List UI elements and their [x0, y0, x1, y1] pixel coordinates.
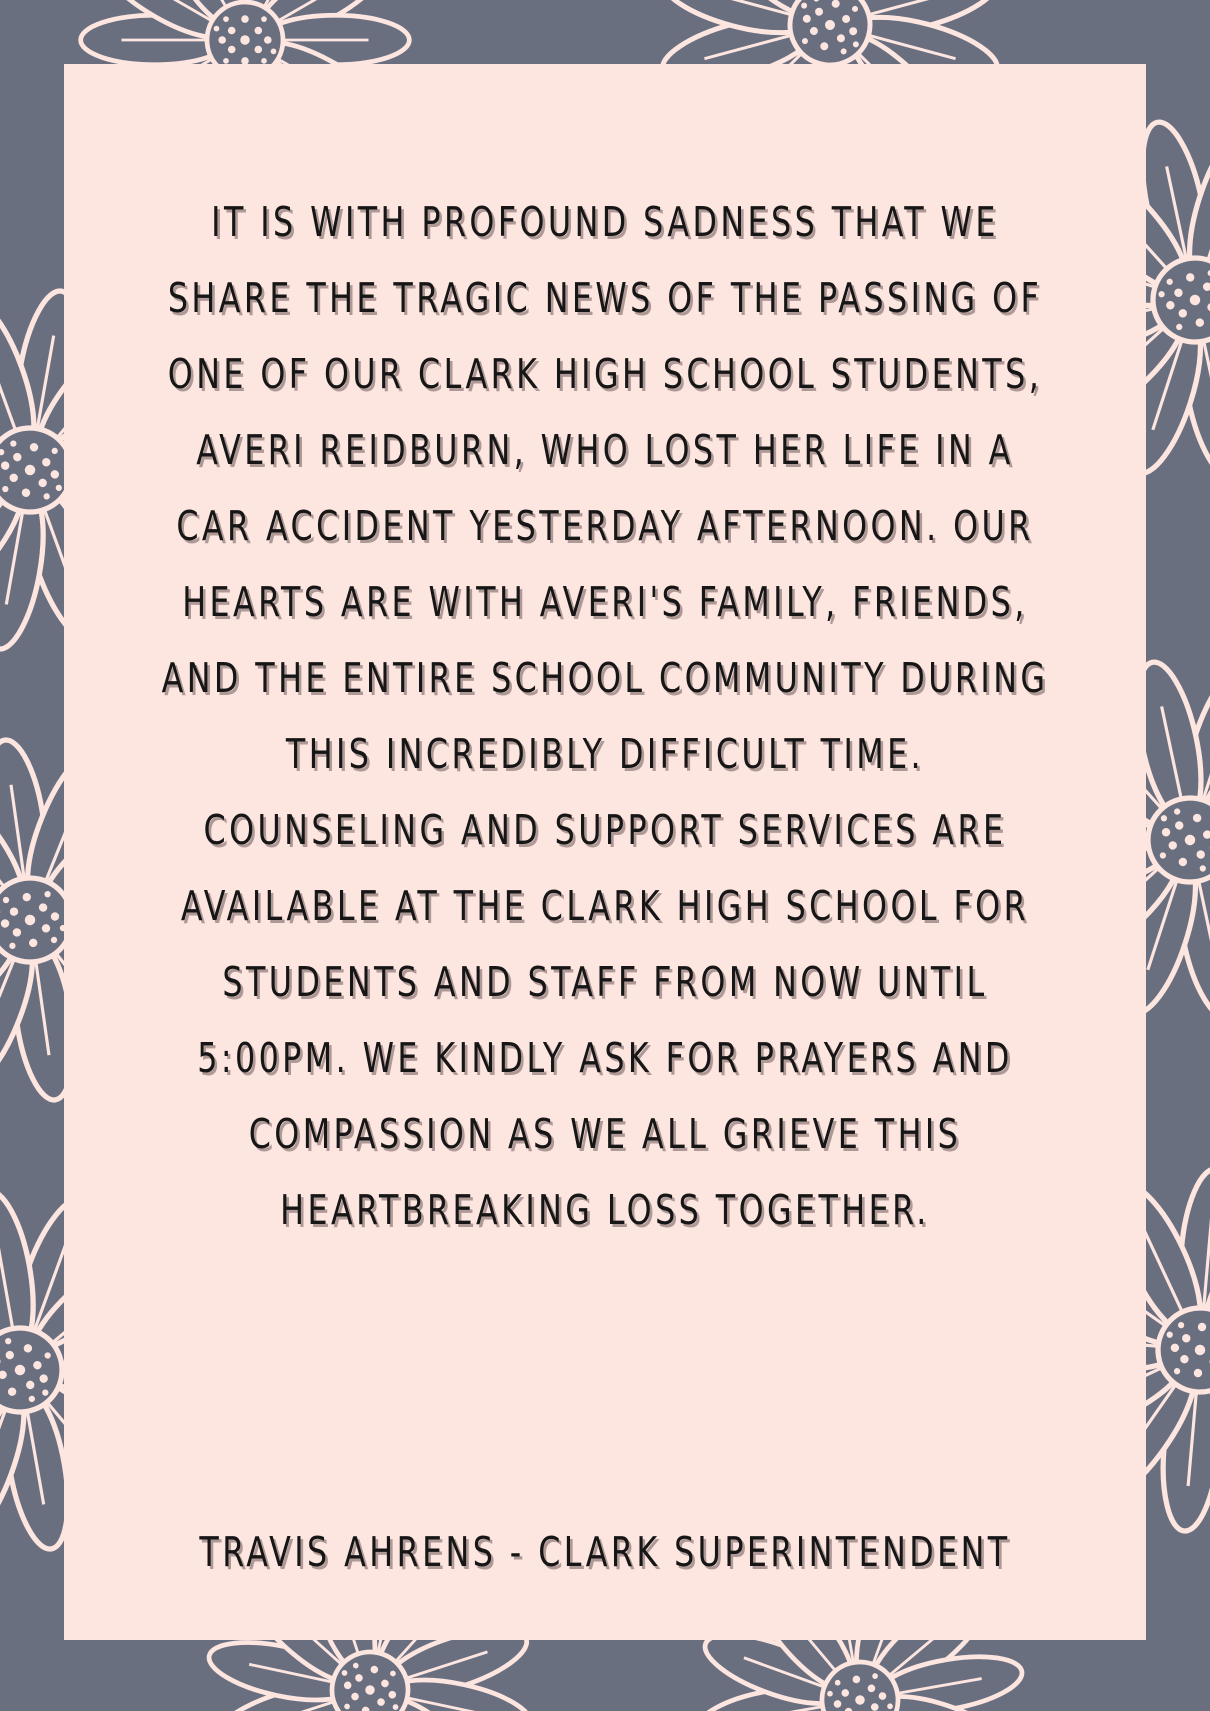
signature: TRAVIS AHRENS - CLARK SUPERINTENDENT — [199, 1528, 1011, 1576]
message-line: AVAILABLE AT THE CLARK HIGH SCHOOL FOR — [180, 882, 1030, 930]
message-line: STUDENTS AND STAFF FROM NOW UNTIL — [222, 958, 988, 1006]
message-line: 5:00PM. WE KINDLY ASK FOR PRAYERS AND — [197, 1034, 1013, 1082]
message-line: THIS INCREDIBLY DIFFICULT TIME. — [285, 730, 925, 778]
message-line: HEARTS ARE WITH AVERI'S FAMILY, FRIENDS, — [182, 578, 1028, 626]
message-line: AVERI REIDBURN, WHO LOST HER LIFE IN A — [196, 426, 1014, 474]
message-line: IT IS WITH PROFOUND SADNESS THAT WE — [211, 198, 999, 246]
message-line: AND THE ENTIRE SCHOOL COMMUNITY DURING — [161, 654, 1049, 702]
message-line: SHARE THE TRAGIC NEWS OF THE PASSING OF — [167, 274, 1043, 322]
message-line: ONE OF OUR CLARK HIGH SCHOOL STUDENTS, — [167, 350, 1043, 398]
message-line: COUNSELING AND SUPPORT SERVICES ARE — [203, 806, 1007, 854]
notice-card — [64, 64, 1146, 1640]
message-line: COMPASSION AS WE ALL GRIEVE THIS — [248, 1110, 962, 1158]
condolence-message — [64, 184, 1146, 1248]
message-line: CAR ACCIDENT YESTERDAY AFTERNOON. OUR — [176, 502, 1034, 550]
message-line: HEARTBREAKING LOSS TOGETHER. — [280, 1186, 930, 1234]
